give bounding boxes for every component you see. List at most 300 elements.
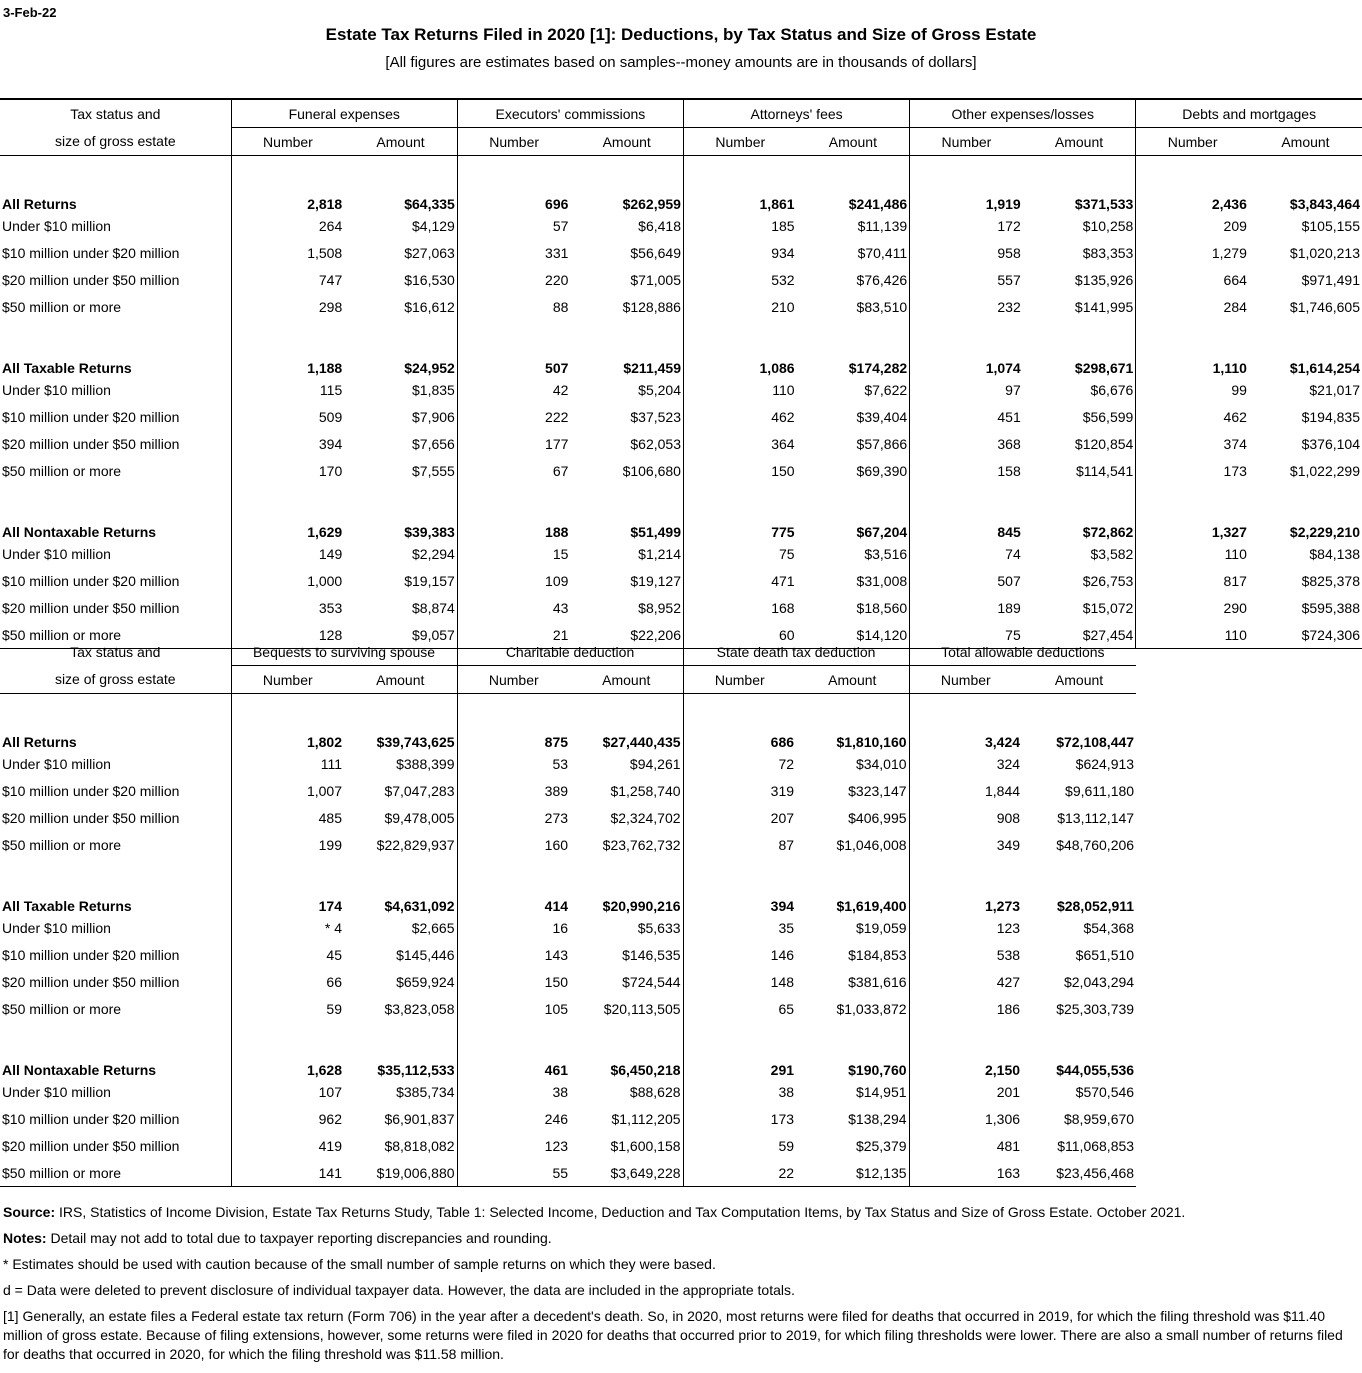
amount-cell: $25,303,739 bbox=[1056, 1000, 1135, 1017]
amount-cell: $7,906 bbox=[412, 408, 455, 425]
amount-subheader: Amount bbox=[570, 666, 683, 694]
spacer-cell bbox=[1249, 484, 1362, 508]
spacer-cell bbox=[570, 858, 683, 882]
spacer-cell bbox=[683, 694, 796, 719]
amount-cell: $381,616 bbox=[848, 973, 907, 990]
spacer-cell bbox=[231, 156, 344, 181]
row-label: $10 million under $20 million bbox=[2, 946, 180, 963]
number-cell: 67 bbox=[457, 457, 570, 484]
number-cell: 1,188 bbox=[231, 344, 344, 376]
stub-header-line2: size of gross estate bbox=[0, 128, 231, 156]
number-cell: 110 bbox=[1136, 621, 1249, 649]
number-cell: 845 bbox=[910, 508, 1023, 540]
table-row bbox=[0, 430, 1362, 457]
row-label: Under $10 million bbox=[2, 217, 111, 234]
number-cell: 123 bbox=[457, 1132, 570, 1159]
amount-cell: $71,005 bbox=[630, 271, 681, 288]
spacer-cell bbox=[1249, 320, 1362, 344]
table-row bbox=[0, 750, 1136, 777]
amount-cell: $72,862 bbox=[1082, 524, 1134, 540]
stub-header-line1: Tax status and bbox=[0, 99, 231, 128]
amount-cell: $39,383 bbox=[404, 524, 455, 540]
table-row bbox=[0, 594, 1362, 621]
amount-cell: $135,926 bbox=[1074, 271, 1134, 288]
spacer-cell bbox=[231, 858, 344, 882]
spacer-cell bbox=[797, 320, 910, 344]
number-cell: 264 bbox=[231, 212, 344, 239]
spacer-row bbox=[0, 484, 1362, 508]
spacer-cell bbox=[1136, 320, 1249, 344]
table-row bbox=[0, 457, 1362, 484]
number-cell: 934 bbox=[683, 239, 796, 266]
number-cell: 163 bbox=[909, 1159, 1022, 1187]
number-cell: 1,306 bbox=[909, 1105, 1022, 1132]
number-cell: 59 bbox=[683, 1132, 796, 1159]
number-cell: 507 bbox=[910, 567, 1023, 594]
row-label: Under $10 million bbox=[2, 755, 111, 772]
amount-cell: $35,112,533 bbox=[377, 1062, 455, 1078]
amount-cell: $12,135 bbox=[796, 1159, 909, 1187]
amount-cell: $3,582 bbox=[1090, 545, 1134, 562]
number-cell: 958 bbox=[910, 239, 1023, 266]
spacer-cell bbox=[0, 484, 231, 508]
number-cell: 462 bbox=[1136, 403, 1249, 430]
amount-cell: $371,533 bbox=[1074, 196, 1134, 212]
amount-cell: $211,459 bbox=[623, 360, 681, 376]
spacer-cell bbox=[231, 484, 344, 508]
spacer-cell bbox=[344, 694, 457, 719]
amount-cell: $48,760,206 bbox=[1056, 836, 1135, 853]
notes-note bbox=[3, 1229, 1358, 1248]
amount-cell: $11,139 bbox=[857, 217, 908, 234]
amount-cell: $26,753 bbox=[1082, 572, 1134, 589]
table-row bbox=[0, 941, 1136, 968]
amount-cell: $27,440,435 bbox=[602, 734, 681, 750]
number-cell: 173 bbox=[1136, 457, 1249, 484]
number-cell: 107 bbox=[231, 1078, 344, 1105]
number-cell: 291 bbox=[683, 1046, 796, 1078]
amount-cell: $4,129 bbox=[412, 217, 455, 234]
number-cell: 220 bbox=[457, 266, 570, 293]
number-cell: 1,007 bbox=[231, 777, 344, 804]
amount-cell: $8,818,082 bbox=[384, 1137, 455, 1154]
number-cell: 110 bbox=[683, 376, 796, 403]
number-cell: 481 bbox=[909, 1132, 1022, 1159]
spacer-cell bbox=[797, 484, 910, 508]
source-label: Source: bbox=[3, 1204, 56, 1220]
amount-cell: $6,418 bbox=[638, 217, 681, 234]
row-label: $50 million or more bbox=[2, 298, 122, 315]
amount-cell: $385,734 bbox=[396, 1083, 455, 1100]
number-cell: 1,802 bbox=[231, 718, 344, 750]
number-cell: 1,628 bbox=[231, 1046, 344, 1078]
number-cell: 210 bbox=[683, 293, 796, 320]
stub-header-line2: size of gross estate bbox=[0, 666, 231, 694]
amount-cell: $184,853 bbox=[848, 946, 907, 963]
column-group-header: Executors' commissions bbox=[457, 99, 683, 128]
spacer-cell bbox=[1023, 320, 1136, 344]
spacer-cell bbox=[344, 156, 457, 181]
table-row bbox=[0, 1159, 1136, 1187]
spacer-cell bbox=[457, 694, 570, 719]
number-cell: 75 bbox=[683, 540, 796, 567]
header-row-groups bbox=[0, 638, 1136, 666]
amount-cell: $25,379 bbox=[855, 1137, 907, 1154]
amount-cell: $84,138 bbox=[1309, 545, 1360, 562]
number-cell: 471 bbox=[683, 567, 796, 594]
section-total-row bbox=[0, 180, 1362, 212]
header-row-subcolumns bbox=[0, 128, 1362, 156]
amount-cell: $88,628 bbox=[629, 1083, 681, 1100]
number-cell: 143 bbox=[457, 941, 570, 968]
row-label: $50 million or more bbox=[2, 836, 122, 853]
spacer-cell bbox=[1022, 1022, 1136, 1046]
spacer-cell bbox=[0, 694, 231, 719]
spacer-row bbox=[0, 320, 1362, 344]
amount-cell: $146,535 bbox=[622, 946, 681, 963]
amount-cell: $19,006,880 bbox=[344, 1159, 457, 1187]
amount-cell: $23,456,468 bbox=[1022, 1159, 1136, 1187]
spacer-cell bbox=[910, 156, 1023, 181]
spacer-cell bbox=[683, 858, 796, 882]
amount-cell: $7,047,283 bbox=[384, 782, 455, 799]
caution-note: * Estimates should be used with caution because of the small number of sample returns on which they were based. bbox=[3, 1256, 716, 1272]
spacer-cell bbox=[796, 694, 909, 719]
amount-cell: $105,155 bbox=[1301, 217, 1360, 234]
column-group-header: Charitable deduction bbox=[457, 638, 683, 666]
number-cell: 141 bbox=[231, 1159, 344, 1187]
amount-cell: $2,665 bbox=[411, 919, 455, 936]
number-cell: 148 bbox=[683, 968, 796, 995]
spacer-cell bbox=[1023, 484, 1136, 508]
spacer-row bbox=[0, 694, 1136, 719]
amount-cell: $19,157 bbox=[404, 572, 455, 589]
number-cell: 290 bbox=[1136, 594, 1249, 621]
amount-cell: $54,368 bbox=[1083, 919, 1135, 936]
amount-cell: $56,649 bbox=[630, 244, 681, 261]
row-label: All Returns bbox=[2, 196, 77, 212]
amount-cell: $18,560 bbox=[856, 599, 908, 616]
spacer-cell bbox=[683, 1022, 796, 1046]
number-cell: 1,086 bbox=[683, 344, 796, 376]
spacer-cell bbox=[909, 1022, 1022, 1046]
number-cell: 696 bbox=[457, 180, 570, 212]
amount-cell: $825,378 bbox=[1301, 572, 1360, 589]
row-label: $10 million under $20 million bbox=[2, 782, 180, 799]
number-cell: 72 bbox=[683, 750, 796, 777]
table-row bbox=[0, 1105, 1136, 1132]
amount-cell: $31,008 bbox=[856, 572, 908, 589]
table-row bbox=[0, 995, 1136, 1022]
amount-cell: $20,113,505 bbox=[603, 1000, 681, 1017]
number-cell: 1,110 bbox=[1136, 344, 1249, 376]
spacer-cell bbox=[570, 484, 683, 508]
number-cell: 222 bbox=[457, 403, 570, 430]
amount-cell: $406,995 bbox=[848, 809, 907, 826]
amount-cell: $8,952 bbox=[638, 599, 681, 616]
number-cell: 2,818 bbox=[231, 180, 344, 212]
amount-cell: $70,411 bbox=[857, 244, 908, 261]
spacer-cell bbox=[231, 694, 344, 719]
number-cell: 451 bbox=[910, 403, 1023, 430]
amount-cell: $57,866 bbox=[856, 435, 908, 452]
header-row-groups bbox=[0, 99, 1362, 128]
row-label: $10 million under $20 million bbox=[2, 1110, 180, 1127]
number-cell: 160 bbox=[457, 831, 570, 858]
number-cell: 747 bbox=[231, 266, 344, 293]
row-label: $20 million under $50 million bbox=[2, 599, 180, 616]
number-cell: 207 bbox=[683, 804, 796, 831]
spacer-cell bbox=[909, 858, 1022, 882]
number-cell: 1,279 bbox=[1136, 239, 1249, 266]
amount-cell: $1,020,213 bbox=[1289, 244, 1360, 261]
source-note bbox=[3, 1203, 1358, 1222]
amount-subheader: Amount bbox=[570, 128, 683, 156]
number-subheader: Number bbox=[683, 666, 796, 694]
amount-cell: $724,544 bbox=[622, 973, 681, 990]
number-cell: 324 bbox=[909, 750, 1022, 777]
spacer-cell bbox=[796, 1022, 909, 1046]
amount-cell: $624,913 bbox=[1075, 755, 1135, 772]
row-label: Under $10 million bbox=[2, 545, 111, 562]
number-cell: 273 bbox=[457, 804, 570, 831]
row-label: $10 million under $20 million bbox=[2, 408, 180, 425]
number-cell: 88 bbox=[457, 293, 570, 320]
amount-cell: $14,120 bbox=[797, 621, 910, 649]
number-cell: 110 bbox=[1136, 540, 1249, 567]
spacer-cell bbox=[457, 858, 570, 882]
spacer-cell bbox=[1136, 484, 1249, 508]
amount-cell: $27,454 bbox=[1023, 621, 1136, 649]
number-cell: 419 bbox=[231, 1132, 344, 1159]
amount-cell: $15,072 bbox=[1082, 599, 1134, 616]
amount-cell: $16,530 bbox=[404, 271, 455, 288]
amount-cell: $1,835 bbox=[412, 381, 455, 398]
amount-cell: $67,204 bbox=[856, 524, 908, 540]
row-label: $20 million under $50 million bbox=[2, 809, 180, 826]
amount-cell: $6,901,837 bbox=[384, 1110, 455, 1127]
spacer-cell bbox=[0, 320, 231, 344]
number-cell: 686 bbox=[683, 718, 796, 750]
row-label: $20 million under $50 million bbox=[2, 435, 180, 452]
number-cell: 22 bbox=[683, 1159, 796, 1187]
number-cell: 105 bbox=[457, 995, 570, 1022]
number-cell: 775 bbox=[683, 508, 796, 540]
header-row-subcolumns bbox=[0, 666, 1136, 694]
spacer-cell bbox=[1136, 156, 1249, 181]
number-cell: 97 bbox=[910, 376, 1023, 403]
amount-cell: $1,258,740 bbox=[610, 782, 681, 799]
amount-cell: $190,760 bbox=[848, 1062, 907, 1078]
amount-cell: $1,112,205 bbox=[611, 1110, 681, 1127]
row-label: $10 million under $20 million bbox=[2, 244, 180, 261]
number-cell: 414 bbox=[457, 882, 570, 914]
amount-cell: $39,743,625 bbox=[376, 734, 455, 750]
amount-cell: $138,294 bbox=[848, 1110, 907, 1127]
amount-cell: $37,523 bbox=[630, 408, 681, 425]
table-row bbox=[0, 376, 1362, 403]
amount-cell: $651,510 bbox=[1075, 946, 1135, 963]
spacer-row bbox=[0, 156, 1362, 181]
number-cell: 364 bbox=[683, 430, 796, 457]
amount-cell: $114,541 bbox=[1075, 462, 1134, 479]
row-label: Under $10 million bbox=[2, 1083, 111, 1100]
number-cell: 298 bbox=[231, 293, 344, 320]
amount-cell: $19,059 bbox=[855, 919, 907, 936]
spacer-cell bbox=[1022, 694, 1136, 719]
number-cell: 246 bbox=[457, 1105, 570, 1132]
table-row bbox=[0, 804, 1136, 831]
number-cell: 55 bbox=[457, 1159, 570, 1187]
amount-cell: $7,555 bbox=[412, 462, 455, 479]
amount-cell: $971,491 bbox=[1301, 271, 1360, 288]
deductions-table-1 bbox=[0, 98, 1362, 649]
number-cell: 394 bbox=[231, 430, 344, 457]
number-cell: 158 bbox=[910, 457, 1023, 484]
number-cell: 186 bbox=[909, 995, 1022, 1022]
spacer-cell bbox=[231, 320, 344, 344]
number-cell: 485 bbox=[231, 804, 344, 831]
amount-cell: $1,022,299 bbox=[1289, 462, 1360, 479]
amount-cell: $10,258 bbox=[1082, 217, 1134, 234]
number-cell: 170 bbox=[231, 457, 344, 484]
table-row bbox=[0, 1132, 1136, 1159]
spacer-cell bbox=[683, 320, 796, 344]
number-cell: 87 bbox=[683, 831, 796, 858]
amount-cell: $62,053 bbox=[630, 435, 681, 452]
number-cell: 53 bbox=[457, 750, 570, 777]
number-cell: 2,150 bbox=[909, 1046, 1022, 1078]
number-cell: 1,327 bbox=[1136, 508, 1249, 540]
amount-cell: $9,057 bbox=[344, 621, 457, 649]
number-cell: * 4 bbox=[231, 914, 344, 941]
number-cell: 427 bbox=[909, 968, 1022, 995]
spacer-cell bbox=[1023, 156, 1136, 181]
amount-cell: $44,055,536 bbox=[1056, 1062, 1135, 1078]
number-cell: 74 bbox=[910, 540, 1023, 567]
amount-cell: $56,599 bbox=[1082, 408, 1134, 425]
amount-cell: $8,874 bbox=[412, 599, 455, 616]
amount-cell: $27,063 bbox=[404, 244, 455, 261]
amount-cell: $5,633 bbox=[637, 919, 681, 936]
amount-cell: $16,612 bbox=[404, 298, 455, 315]
amount-cell: $194,835 bbox=[1301, 408, 1360, 425]
amount-cell: $72,108,447 bbox=[1056, 734, 1135, 750]
spacer-cell bbox=[0, 156, 231, 181]
amount-cell: $11,068,853 bbox=[1057, 1137, 1135, 1154]
number-cell: 349 bbox=[909, 831, 1022, 858]
amount-cell: $22,206 bbox=[570, 621, 683, 649]
amount-cell: $659,924 bbox=[396, 973, 455, 990]
table-row bbox=[0, 540, 1362, 567]
table-row bbox=[0, 266, 1362, 293]
number-cell: 507 bbox=[457, 344, 570, 376]
table-row bbox=[0, 567, 1362, 594]
amount-cell: $128,886 bbox=[622, 298, 681, 315]
table-row bbox=[0, 914, 1136, 941]
number-cell: 908 bbox=[909, 804, 1022, 831]
amount-cell: $595,388 bbox=[1301, 599, 1360, 616]
number-cell: 664 bbox=[1136, 266, 1249, 293]
spacer-cell bbox=[570, 320, 683, 344]
number-cell: 21 bbox=[457, 621, 570, 649]
spacer-cell bbox=[570, 156, 683, 181]
spacer-cell bbox=[0, 1022, 231, 1046]
number-cell: 462 bbox=[683, 403, 796, 430]
number-subheader: Number bbox=[910, 128, 1023, 156]
row-label: $50 million or more bbox=[0, 1159, 231, 1187]
amount-cell: $21,017 bbox=[1309, 381, 1360, 398]
amount-cell: $22,829,937 bbox=[376, 836, 455, 853]
column-group-header: State death tax deduction bbox=[683, 638, 909, 666]
row-label: $50 million or more bbox=[2, 1000, 122, 1017]
spacer-cell bbox=[909, 694, 1022, 719]
amount-cell: $9,478,005 bbox=[384, 809, 455, 826]
number-cell: 962 bbox=[231, 1105, 344, 1132]
number-cell: 319 bbox=[683, 777, 796, 804]
row-label: $50 million or more bbox=[0, 621, 231, 649]
number-cell: 232 bbox=[910, 293, 1023, 320]
number-cell: 177 bbox=[457, 430, 570, 457]
source-text: IRS, Statistics of Income Division, Estate Tax Returns Study, Table 1: Selected Income, Deduction and Tax Computation Items, by Tax Status and Size of Gross Estate. October 2021. bbox=[55, 1204, 1186, 1220]
column-group-header: Funeral expenses bbox=[231, 99, 457, 128]
number-cell: 353 bbox=[231, 594, 344, 621]
row-label: $20 million under $50 million bbox=[2, 1137, 180, 1154]
row-label: All Taxable Returns bbox=[2, 898, 132, 914]
number-cell: 173 bbox=[683, 1105, 796, 1132]
spacer-cell bbox=[910, 320, 1023, 344]
amount-subheader: Amount bbox=[796, 666, 909, 694]
amount-cell: $570,546 bbox=[1075, 1083, 1135, 1100]
amount-cell: $69,390 bbox=[856, 462, 908, 479]
page-title: Estate Tax Returns Filed in 2020 [1]: Deductions, by Tax Status and Size of Gross Estate bbox=[325, 25, 1037, 44]
amount-subheader: Amount bbox=[1249, 128, 1362, 156]
amount-cell: $9,611,180 bbox=[1065, 782, 1135, 799]
amount-cell: $5,204 bbox=[638, 381, 681, 398]
amount-cell: $6,450,218 bbox=[610, 1062, 681, 1078]
amount-subheader: Amount bbox=[1022, 666, 1136, 694]
number-subheader: Number bbox=[457, 666, 570, 694]
spacer-cell bbox=[231, 1022, 344, 1046]
amount-cell: $64,335 bbox=[404, 196, 455, 212]
number-cell: 209 bbox=[1136, 212, 1249, 239]
amount-cell: $1,810,160 bbox=[836, 734, 907, 750]
report-date: 3-Feb-22 bbox=[3, 5, 57, 20]
number-cell: 368 bbox=[910, 430, 1023, 457]
amount-cell: $76,426 bbox=[856, 271, 908, 288]
amount-cell: $298,671 bbox=[1074, 360, 1134, 376]
number-cell: 284 bbox=[1136, 293, 1249, 320]
number-cell: 532 bbox=[683, 266, 796, 293]
amount-cell: $241,486 bbox=[848, 196, 908, 212]
amount-cell: $83,353 bbox=[1082, 244, 1134, 261]
amount-cell: $23,762,732 bbox=[602, 836, 681, 853]
number-cell: 557 bbox=[910, 266, 1023, 293]
spacer-cell bbox=[344, 858, 457, 882]
deleted-note: d = Data were deleted to prevent disclosure of individual taxpayer data. However, the data are included in the appropriate totals. bbox=[3, 1282, 795, 1298]
number-cell: 59 bbox=[231, 995, 344, 1022]
amount-cell: $141,995 bbox=[1074, 298, 1134, 315]
page-subtitle: [All figures are estimates based on samples--money amounts are in thousands of dollars] bbox=[385, 54, 977, 71]
spacer-cell bbox=[344, 320, 457, 344]
number-cell: 817 bbox=[1136, 567, 1249, 594]
number-cell: 38 bbox=[683, 1078, 796, 1105]
column-group-header: Total allowable deductions bbox=[909, 638, 1136, 666]
number-cell: 331 bbox=[457, 239, 570, 266]
spacer-cell bbox=[1249, 156, 1362, 181]
amount-cell: $20,990,216 bbox=[602, 898, 681, 914]
amount-cell: $2,229,210 bbox=[1289, 524, 1360, 540]
